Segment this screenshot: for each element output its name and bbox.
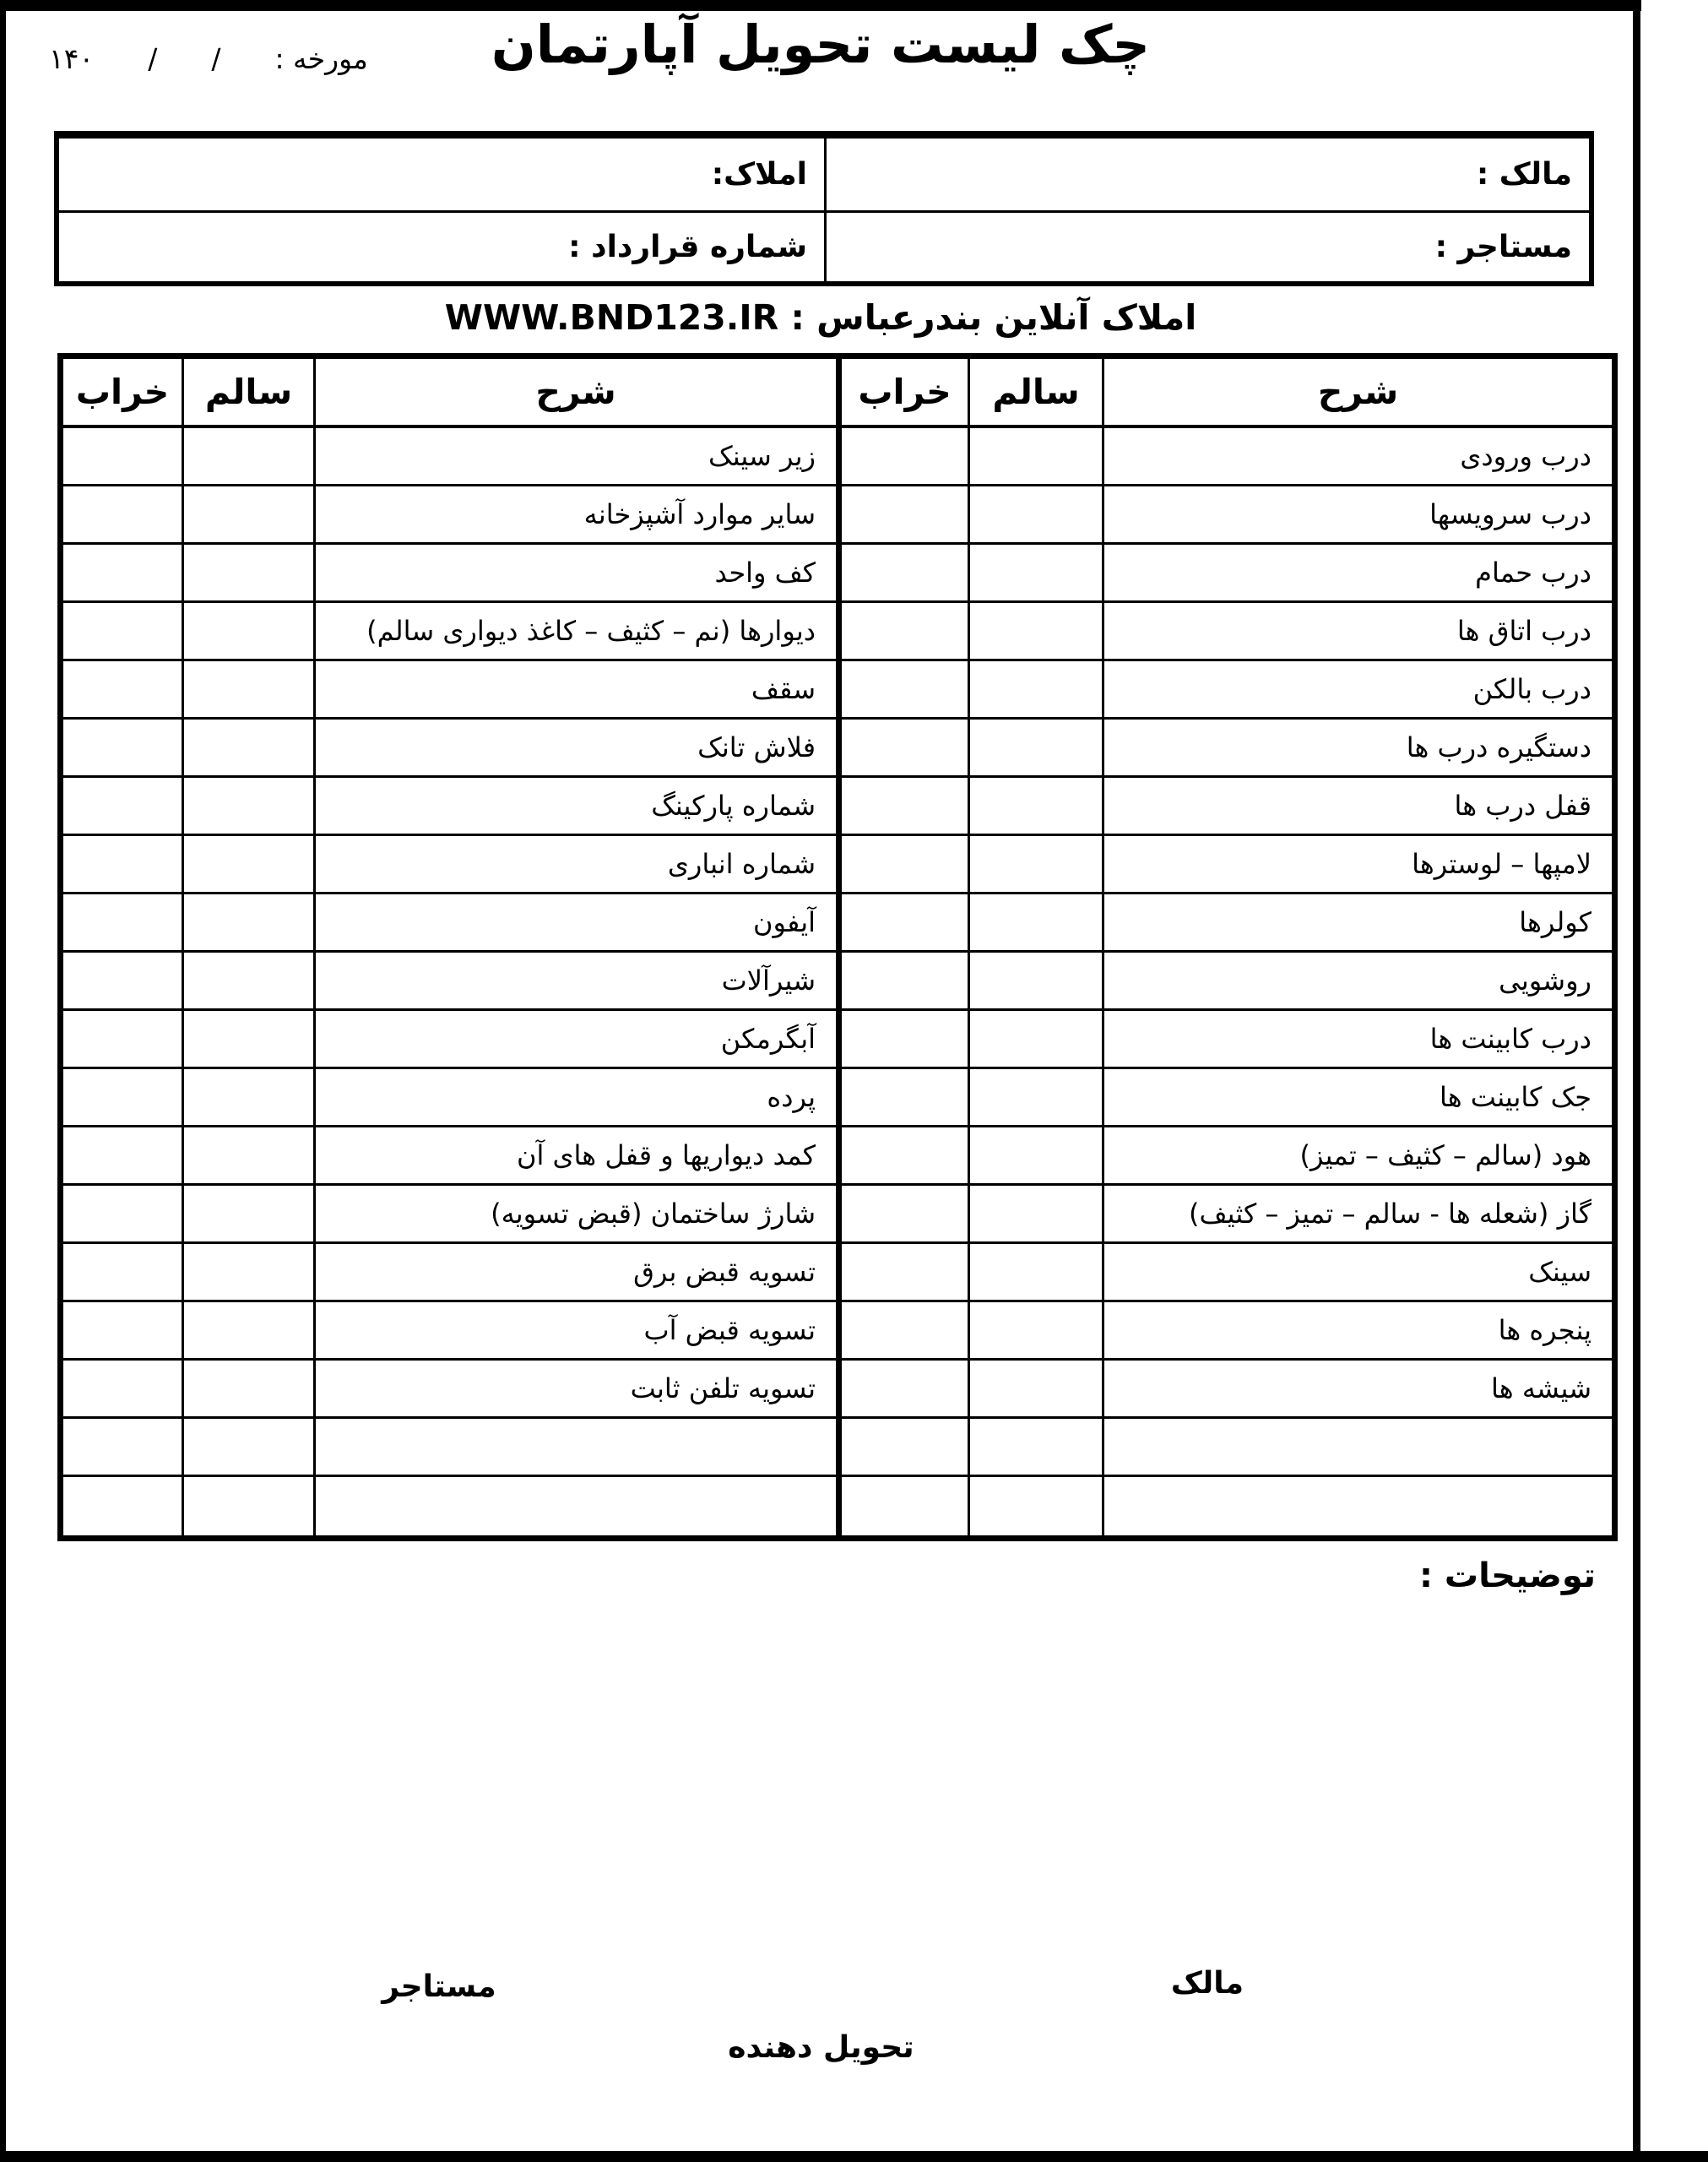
ok-cell-left[interactable] — [182, 836, 313, 894]
ok-cell-right[interactable] — [968, 428, 1102, 486]
ok-cell-right[interactable] — [968, 836, 1102, 894]
broken-cell-right[interactable] — [836, 486, 968, 545]
broken-cell-right[interactable] — [836, 894, 968, 953]
broken-cell-right[interactable] — [836, 1477, 968, 1535]
page-border-bottom — [0, 2151, 1708, 2162]
broken-cell-left[interactable] — [63, 894, 182, 953]
item-desc-right: درب حمام — [1102, 545, 1612, 603]
column-header-ok-right: سالم — [968, 359, 1102, 428]
item-desc-right: درب کابینت ها — [1102, 1011, 1612, 1069]
ok-cell-left[interactable] — [182, 1302, 313, 1361]
item-desc-right — [1102, 1477, 1612, 1535]
ok-cell-left[interactable] — [182, 1477, 313, 1535]
page-border-top — [0, 0, 1641, 11]
ok-cell-left[interactable] — [182, 603, 313, 661]
item-desc-right: درب بالکن — [1102, 661, 1612, 720]
broken-cell-left[interactable] — [63, 953, 182, 1011]
broken-cell-right[interactable] — [836, 1069, 968, 1127]
item-desc-right: قفل درب ها — [1102, 778, 1612, 836]
item-desc-left: آبگرمکن — [313, 1011, 836, 1069]
ok-cell-left[interactable] — [182, 894, 313, 953]
item-desc-left: دیوارها (نم – کثیف – کاغذ دیواری سالم) — [313, 603, 836, 661]
ok-cell-left[interactable] — [182, 1361, 313, 1419]
item-desc-right — [1102, 1419, 1612, 1477]
item-desc-right: شیشه ها — [1102, 1361, 1612, 1419]
ok-cell-left[interactable] — [182, 1419, 313, 1477]
ok-cell-right[interactable] — [968, 1186, 1102, 1244]
broken-cell-right[interactable] — [836, 545, 968, 603]
ok-cell-right[interactable] — [968, 1244, 1102, 1302]
ok-cell-left[interactable] — [182, 661, 313, 720]
ok-cell-right[interactable] — [968, 720, 1102, 778]
item-desc-right: پنجره ها — [1102, 1302, 1612, 1361]
broken-cell-left[interactable] — [63, 1186, 182, 1244]
item-desc-left: شماره پارکینگ — [313, 778, 836, 836]
item-desc-right: لامپها – لوسترها — [1102, 836, 1612, 894]
ok-cell-right[interactable] — [968, 545, 1102, 603]
ok-cell-left[interactable] — [182, 1011, 313, 1069]
owner-label: مالک : — [1476, 156, 1572, 192]
ok-cell-right[interactable] — [968, 953, 1102, 1011]
item-desc-left: سقف — [313, 661, 836, 720]
date-year-prefix: ۱۴۰ — [49, 42, 95, 75]
ok-cell-right[interactable] — [968, 1419, 1102, 1477]
item-desc-right: دستگیره درب ها — [1102, 720, 1612, 778]
item-desc-left: سایر موارد آشپزخانه — [313, 486, 836, 545]
item-desc-right: سینک — [1102, 1244, 1612, 1302]
tenant-label: مستاجر : — [1434, 229, 1572, 264]
contract-number-field[interactable] — [59, 210, 824, 282]
column-header-broken-left: خراب — [63, 359, 182, 428]
item-desc-right: گاز (شعله ها - سالم – تمیز – کثیف) — [1102, 1186, 1612, 1244]
column-header-desc-right: شرح — [1102, 359, 1612, 428]
broken-cell-right[interactable] — [836, 661, 968, 720]
ok-cell-left[interactable] — [182, 545, 313, 603]
ok-cell-left[interactable] — [182, 1244, 313, 1302]
ok-cell-right[interactable] — [968, 661, 1102, 720]
broken-cell-right[interactable] — [836, 778, 968, 836]
page-title: چک لیست تحویل آپارتمان — [491, 14, 1151, 75]
item-desc-left: تسویه قبض برق — [313, 1244, 836, 1302]
date-line — [49, 42, 368, 75]
item-desc-left — [313, 1477, 836, 1535]
item-desc-left — [313, 1419, 836, 1477]
item-desc-left: آیفون — [313, 894, 836, 953]
broken-cell-right[interactable] — [836, 1244, 968, 1302]
item-desc-right: هود (سالم – کثیف – تمیز) — [1102, 1127, 1612, 1186]
broken-cell-right[interactable] — [836, 1127, 968, 1186]
item-desc-left: زیر سینک — [313, 428, 836, 486]
item-desc-left: شارژ ساختمان (قبض تسویه) — [313, 1186, 836, 1244]
broken-cell-left[interactable] — [63, 545, 182, 603]
tenant-signature-label: مستاجر — [382, 1969, 496, 2004]
ok-cell-right[interactable] — [968, 1011, 1102, 1069]
broken-cell-left[interactable] — [63, 428, 182, 486]
broken-cell-right[interactable] — [836, 1302, 968, 1361]
website-label: املاک آنلاین بندرعباس : — [790, 297, 1197, 338]
item-desc-right: کولرها — [1102, 894, 1612, 953]
ok-cell-left[interactable] — [182, 720, 313, 778]
website-line — [0, 297, 1641, 338]
broken-cell-left[interactable] — [63, 720, 182, 778]
date-slash: / — [148, 42, 158, 75]
notes-label: توضیحات : — [1418, 1556, 1596, 1595]
item-desc-left: تسویه قبض آب — [313, 1302, 836, 1361]
website-url: WWW.BND123.IR — [444, 297, 779, 338]
item-desc-right: درب ورودی — [1102, 428, 1612, 486]
ok-cell-right[interactable] — [968, 1069, 1102, 1127]
broken-cell-left[interactable] — [63, 1069, 182, 1127]
item-desc-left: شیرآلات — [313, 953, 836, 1011]
item-desc-right: جک کابینت ها — [1102, 1069, 1612, 1127]
ok-cell-right[interactable] — [968, 894, 1102, 953]
broken-cell-left[interactable] — [63, 1361, 182, 1419]
broken-cell-left[interactable] — [63, 1302, 182, 1361]
broken-cell-left[interactable] — [63, 486, 182, 545]
broken-cell-right[interactable] — [836, 720, 968, 778]
item-desc-left: کف واحد — [313, 545, 836, 603]
column-header-desc-left: شرح — [313, 359, 836, 428]
ok-cell-right[interactable] — [968, 778, 1102, 836]
parties-table — [54, 131, 1594, 286]
checklist-table — [57, 353, 1618, 1541]
broken-cell-right[interactable] — [836, 603, 968, 661]
ok-cell-left[interactable] — [182, 778, 313, 836]
owner-field[interactable] — [824, 139, 1589, 210]
item-desc-left: پرده — [313, 1069, 836, 1127]
ok-cell-left[interactable] — [182, 953, 313, 1011]
item-desc-left: کمد دیواریها و قفل های آن — [313, 1127, 836, 1186]
deliverer-signature-label: تحویل دهنده — [728, 2030, 914, 2065]
ok-cell-left[interactable] — [182, 486, 313, 545]
broken-cell-left[interactable] — [63, 1244, 182, 1302]
ok-cell-left[interactable] — [182, 428, 313, 486]
agency-field[interactable] — [59, 139, 824, 210]
broken-cell-right[interactable] — [836, 836, 968, 894]
ok-cell-right[interactable] — [968, 1477, 1102, 1535]
broken-cell-left[interactable] — [63, 1419, 182, 1477]
item-desc-right: درب اتاق ها — [1102, 603, 1612, 661]
column-header-ok-left: سالم — [182, 359, 313, 428]
ok-cell-right[interactable] — [968, 486, 1102, 545]
broken-cell-right[interactable] — [836, 1419, 968, 1477]
broken-cell-right[interactable] — [836, 953, 968, 1011]
broken-cell-right[interactable] — [836, 1361, 968, 1419]
item-desc-right: روشویی — [1102, 953, 1612, 1011]
broken-cell-left[interactable] — [63, 661, 182, 720]
owner-signature-label: مالک — [1170, 1966, 1244, 2001]
item-desc-left: فلاش تانک — [313, 720, 836, 778]
broken-cell-left[interactable] — [63, 778, 182, 836]
broken-cell-left[interactable] — [63, 836, 182, 894]
tenant-field[interactable] — [824, 210, 1589, 282]
ok-cell-right[interactable] — [968, 1361, 1102, 1419]
ok-cell-right[interactable] — [968, 1302, 1102, 1361]
column-header-broken-right: خراب — [836, 359, 968, 428]
item-desc-left: تسویه تلفن ثابت — [313, 1361, 836, 1419]
ok-cell-left[interactable] — [182, 1127, 313, 1186]
broken-cell-left[interactable] — [63, 1477, 182, 1535]
item-desc-left: شماره انباری — [313, 836, 836, 894]
ok-cell-left[interactable] — [182, 1186, 313, 1244]
broken-cell-right[interactable] — [836, 1186, 968, 1244]
ok-cell-right[interactable] — [968, 1127, 1102, 1186]
item-desc-right: درب سرویسها — [1102, 486, 1612, 545]
contract-number-label: شماره قرارداد : — [568, 229, 807, 264]
broken-cell-right[interactable] — [836, 428, 968, 486]
broken-cell-left[interactable] — [63, 1011, 182, 1069]
broken-cell-left[interactable] — [63, 1127, 182, 1186]
broken-cell-left[interactable] — [63, 603, 182, 661]
broken-cell-right[interactable] — [836, 1011, 968, 1069]
ok-cell-right[interactable] — [968, 603, 1102, 661]
date-slash: / — [211, 42, 221, 75]
agency-label: املاک: — [711, 156, 807, 192]
date-label: مورخه : — [274, 42, 368, 75]
ok-cell-left[interactable] — [182, 1069, 313, 1127]
